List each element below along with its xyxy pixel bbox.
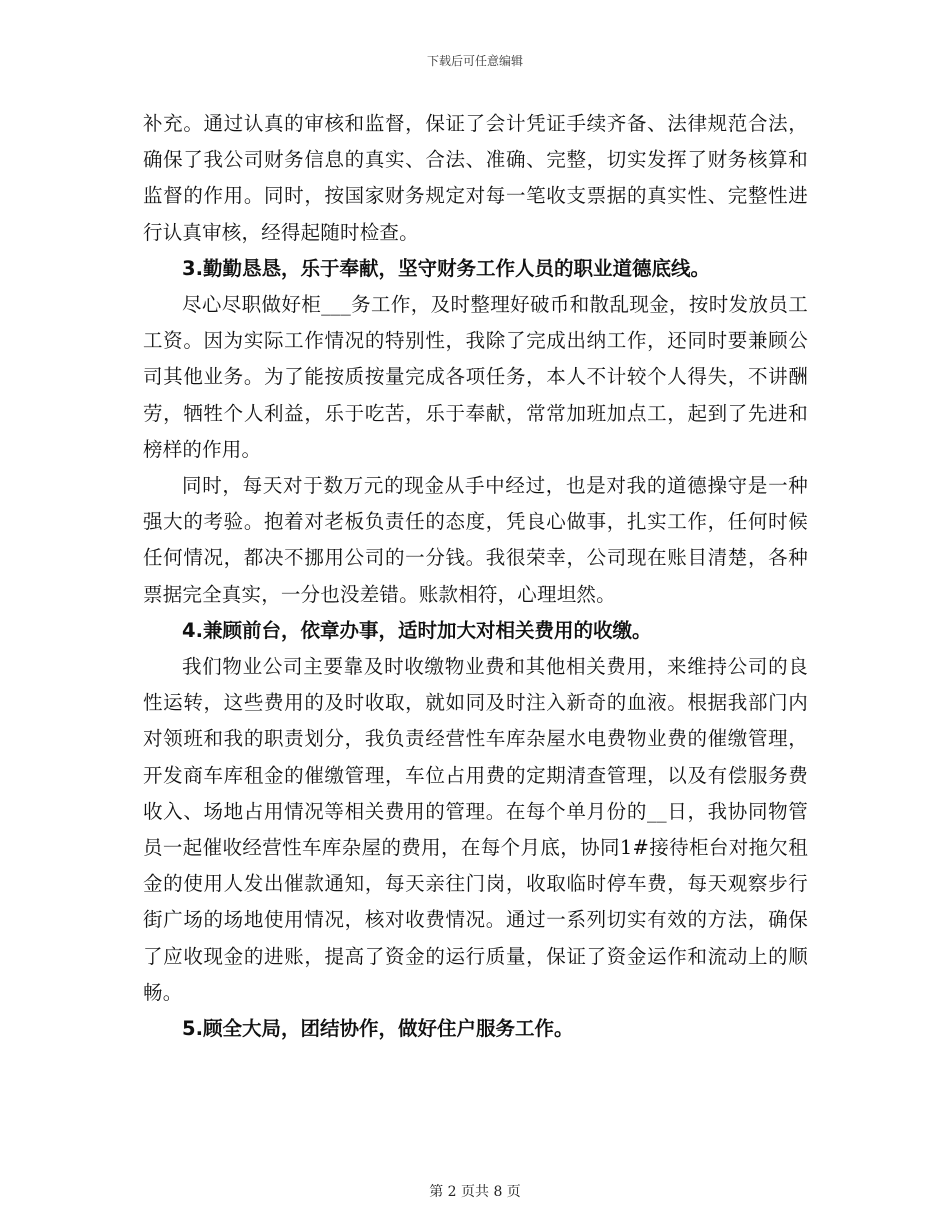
page-header: 下载后可任意编辑: [426, 54, 523, 68]
page-footer: 第 2 页共 8 页: [429, 1184, 521, 1200]
paragraph-cashier-duties: 尽心尽职做好柜___务工作，及时整理好破币和散乱现金，按时发放员工工资。因为实际工作情况的特别性，我除了完成出纳工作，还同时要兼顾公司其他业务。为了能按质按量完成各项任务，本人不计较个人得失，不讲酬劳，牺牲个人利益，乐于吃苦，乐于奉献，常常加班加点工，起到了先进和榜样的作用。: [143, 293, 808, 461]
section-heading-4: 4.兼顾前台，依章办事，适时加大对相关费用的收缴。: [182, 618, 652, 642]
paragraph-continuation: 补充。通过认真的审核和监督，保证了会计凭证手续齐备、法律规范合法，确保了我公司财务信息的真实、合法、准确、完整，切实发挥了财务核算和监督的作用。同时，按国家财务规定对每一笔收支票据的真实性、完整性进行认真审核，经得起随时检查。: [143, 112, 808, 244]
document-body: [143, 106, 808, 1047]
paragraph-integrity: 同时，每天对于数万元的现金从手中经过，也是对我的道德操守是一种强大的考验。抱着对老板负责任的态度，凭良心做事，扎实工作，任何时候任何情况，都决不挪用公司的一分钱。我很荣幸，公司现在账目清楚，各种票据完全真实，一分也没差错。账款相符，心理坦然。: [143, 474, 808, 606]
paragraph-fee-collection: 我们物业公司主要靠及时收缴物业费和其他相关费用，来维持公司的良性运转，这些费用的及时收取，就如同及时注入新奇的血液。根据我部门内对领班和我的职责划分，我负责经营性车库杂屋水电费物业费的催缴管理，开发商车库租金的催缴管理，车位占用费的定期清查管理，以及有偿服务费收入、场地占用情况等相关费用的管理。在每个单月份的__日，我协同物管员一起催收经营性车库杂屋的费用，在每个月底，协同1#接待柜台对拖欠租金的使用人发出催款通知，每天亲往门岗，收取临时停车费，每天观察步行街广场的场地使用情况，核对收费情况。通过一系列切实有效的方法，确保了应收现金的进账，提高了资金的运行质量，保证了资金运作和流动上的顺畅。: [143, 655, 808, 1004]
section-heading-5: 5.顾全大局，团结协作，做好住户服务工作。: [182, 1017, 574, 1041]
section-heading-3: 3.勤勤恳恳，乐于奉献，坚守财务工作人员的职业道德底线。: [182, 256, 710, 280]
